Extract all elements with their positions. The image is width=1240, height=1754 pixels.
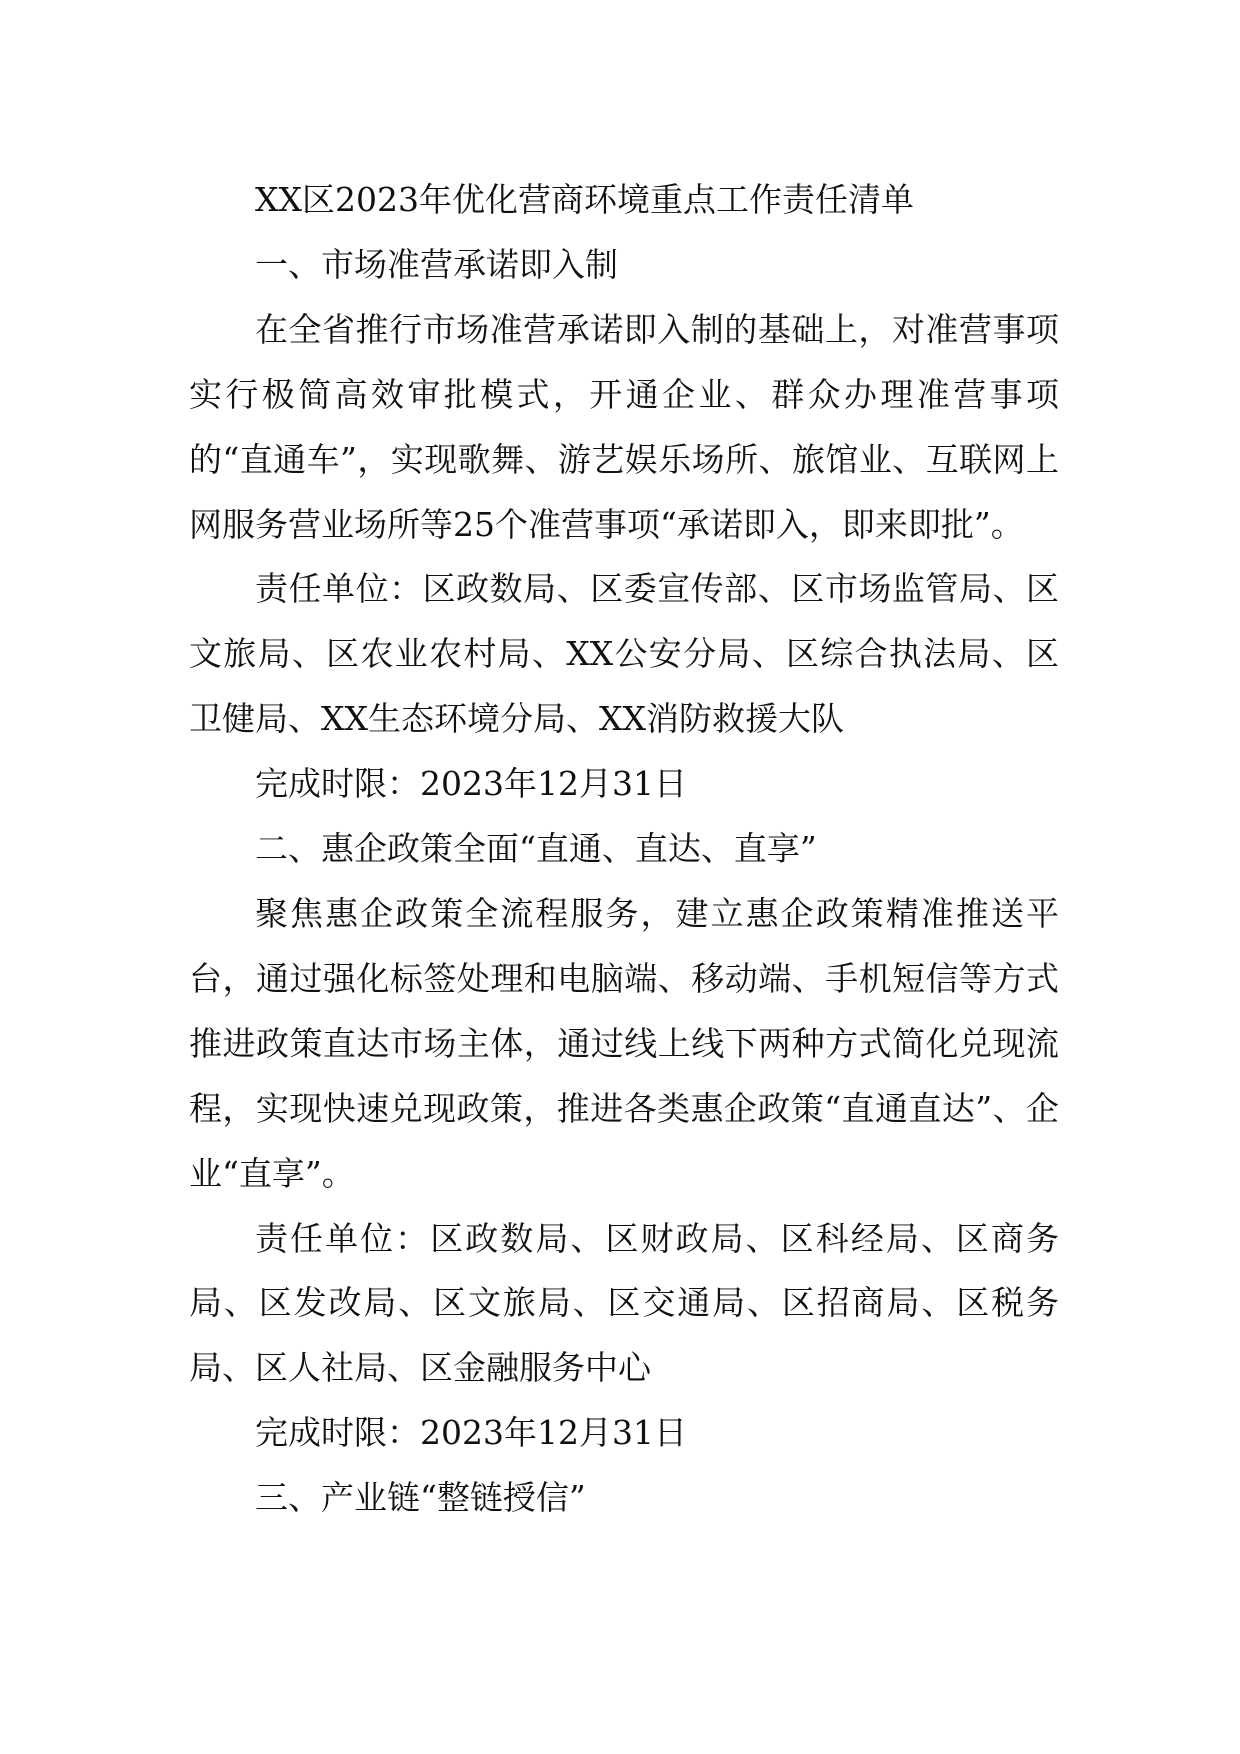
section-2-deadline: 完成时限：2023年12月31日 <box>255 1413 687 1453</box>
section-1-body: 在全省推行市场准营承诺即入制的基础上，对准营事项实行极简高效审批模式，开通企业、群众办理准营事项的“直通车”，实现歌舞、游艺娱乐场所、旅馆业、互联网上网服务营业场所等25个准营事项“承诺即入，即来即批”。 <box>189 309 1059 544</box>
section-1-responsible-units: 责任单位：区政数局、区委宣传部、区市场监管局、区文旅局、区农业农村局、XX公安分局、区综合执法局、区卫健局、XX生态环境分局、XX消防救援大队 <box>189 569 1059 739</box>
section-3-heading: 三、产业链“整链授信” <box>255 1478 586 1518</box>
document-body <box>189 168 1059 1531</box>
document-title: XX区2023年优化营商环境重点工作责任清单 <box>255 180 914 219</box>
section-2-responsible-units: 责任单位：区政数局、区财政局、区科经局、区商务局、区发改局、区文旅局、区交通局、区招商局、区税务局、区人社局、区金融服务中心 <box>189 1218 1059 1388</box>
section-1-heading: 一、市场准营承诺即入制 <box>255 244 618 284</box>
section-2-body: 聚焦惠企政策全流程服务，建立惠企政策精准推送平台，通过强化标签处理和电脑端、移动端、手机短信等方式推进政策直达市场主体，通过线上线下两种方式简化兑现流程，实现快速兑现政策，推进各类惠企政策“直通直达”、企业“直享”。 <box>189 893 1059 1193</box>
section-1-deadline: 完成时限：2023年12月31日 <box>255 764 687 804</box>
section-2-heading: 二、惠企政策全面“直通、直达、直享” <box>255 829 817 869</box>
